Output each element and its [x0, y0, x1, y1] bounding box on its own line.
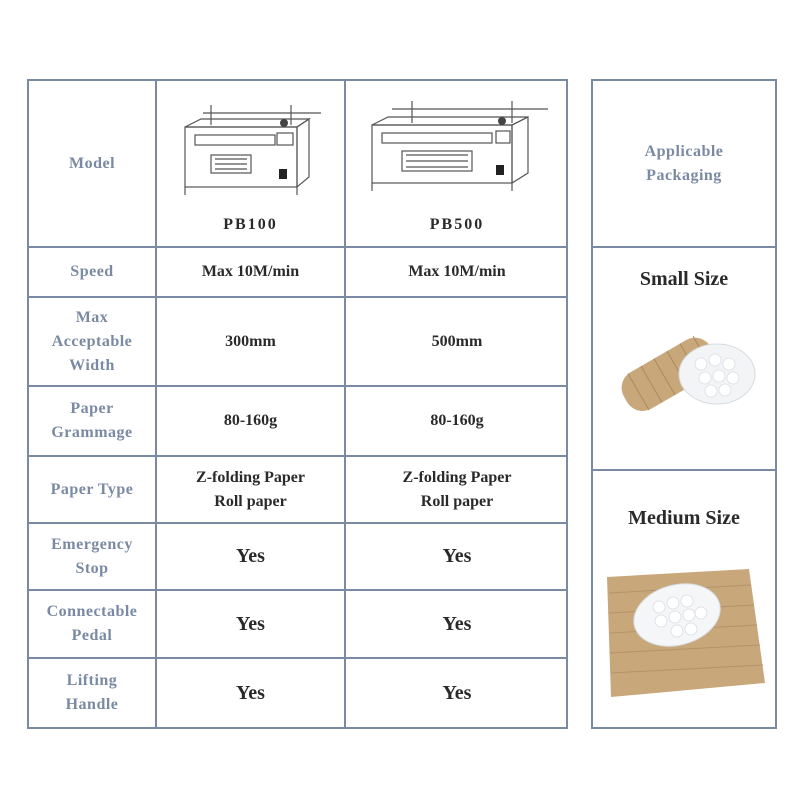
- emergency-stop-pb100: Yes: [236, 545, 265, 567]
- pedal-pb500: Yes: [442, 612, 472, 635]
- speed-pb500-cell: [346, 248, 568, 296]
- paper-type-row: [29, 457, 566, 524]
- packaging-header-line2: Packaging: [646, 166, 722, 184]
- speed-pb100-cell: [157, 248, 346, 296]
- paper-type-pb100-line2: Roll paper: [214, 492, 287, 510]
- small-size-title: Small Size: [639, 268, 729, 290]
- small-size-section: [593, 248, 775, 471]
- pedal-pb500-cell: [346, 591, 568, 657]
- paper-type-label-cell: [29, 457, 157, 522]
- pedal-label-line2: Pedal: [71, 627, 113, 644]
- pb100-machine-image: [171, 95, 331, 205]
- handle-label-line1: Lifting: [66, 672, 118, 689]
- packaging-header-line1: Applicable: [644, 142, 724, 160]
- width-pb500-cell: [346, 298, 568, 385]
- medium-size-section: [593, 471, 775, 727]
- paper-type-pb100-cell: [157, 457, 346, 522]
- model-name-pb100: PB100: [223, 216, 278, 233]
- handle-pb100-cell: [157, 659, 346, 727]
- pedal-pb100: Yes: [236, 612, 265, 635]
- width-pb500: 500mm: [431, 332, 483, 350]
- emergency-stop-row: [29, 524, 566, 591]
- paper-type-pb500-line1: Z-folding Paper: [402, 468, 512, 486]
- paper-type-pb500-cell: [346, 457, 568, 522]
- pedal-label-cell: [29, 591, 157, 657]
- model-name-pb500: PB500: [429, 216, 485, 233]
- model-label: Model: [68, 154, 116, 172]
- width-label-cell: [29, 298, 157, 385]
- small-size-packaging-image: [609, 316, 759, 426]
- model-label-cell: [29, 81, 157, 246]
- emergency-stop-pb100-cell: [157, 524, 346, 589]
- emergency-stop-label-line2: Stop: [75, 559, 109, 577]
- grammage-pb100: 80-160g: [223, 412, 278, 429]
- width-pb100-cell: [157, 298, 346, 385]
- grammage-label-line1: Paper: [70, 400, 114, 417]
- speed-pb100: Max 10M/min: [201, 263, 300, 280]
- pb500-machine-image: [362, 95, 552, 205]
- grammage-pb100-cell: [157, 387, 346, 455]
- model-row: [29, 81, 566, 248]
- width-label-line1: Max: [75, 308, 109, 326]
- paper-type-label: Paper Type: [50, 480, 134, 498]
- grammage-pb500: 80-160g: [430, 412, 484, 429]
- handle-row: [29, 659, 566, 727]
- grammage-row: [29, 387, 566, 457]
- handle-label-line2: Handle: [65, 696, 119, 713]
- pedal-label-line1: Connectable: [46, 603, 138, 620]
- emergency-stop-pb500-cell: [346, 524, 568, 589]
- width-label-line3: Width: [69, 356, 115, 374]
- speed-pb500: Max 10M/min: [408, 263, 506, 280]
- width-pb100: 300mm: [225, 332, 276, 350]
- handle-pb100: Yes: [236, 681, 265, 704]
- pedal-pb100-cell: [157, 591, 346, 657]
- paper-type-pb100-line1: Z-folding Paper: [196, 468, 305, 486]
- paper-type-pb500-line2: Roll paper: [420, 492, 494, 510]
- emergency-stop-label-cell: [29, 524, 157, 589]
- width-row: [29, 298, 566, 387]
- packaging-header: [593, 81, 775, 248]
- emergency-stop-label-line1: Emergency: [51, 535, 133, 553]
- width-label-line2: Acceptable: [51, 332, 133, 350]
- grammage-pb500-cell: [346, 387, 568, 455]
- model-pb100-cell: [157, 81, 346, 246]
- handle-pb500: Yes: [442, 681, 472, 704]
- spec-table: [27, 79, 568, 729]
- handle-pb500-cell: [346, 659, 568, 727]
- speed-label: Speed: [70, 263, 114, 280]
- speed-label-cell: [29, 248, 157, 296]
- medium-size-title: Medium Size: [628, 507, 740, 529]
- packaging-table: [591, 79, 777, 729]
- model-pb500-cell: [346, 81, 568, 246]
- pedal-row: [29, 591, 566, 659]
- handle-label-cell: [29, 659, 157, 727]
- medium-size-packaging-image: [599, 563, 769, 703]
- speed-row: [29, 248, 566, 298]
- emergency-stop-pb500: Yes: [442, 545, 472, 567]
- grammage-label-cell: [29, 387, 157, 455]
- grammage-label-line2: Grammage: [51, 424, 133, 441]
